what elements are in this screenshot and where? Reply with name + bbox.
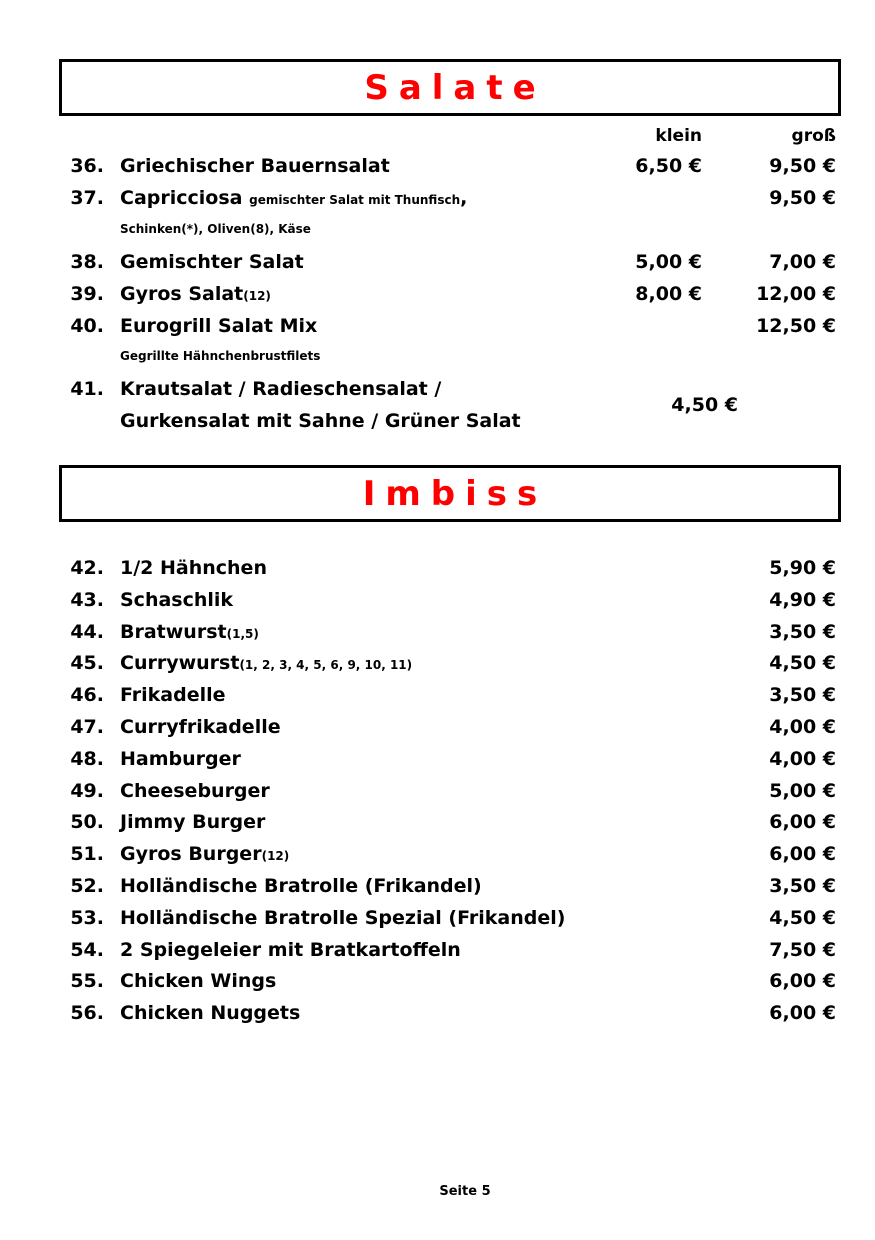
- salate-header-box: [59, 59, 841, 116]
- item-name-line1: Krautsalat / Radieschensalat /: [120, 378, 442, 400]
- item-name: Holländische Bratrolle (Frikandel): [120, 875, 482, 897]
- item-number: 50.: [70, 811, 104, 833]
- item-number: 44.: [70, 621, 104, 643]
- price-large: 9,50 €: [769, 187, 836, 209]
- menu-item: [0, 616, 875, 648]
- price: 4,50 €: [769, 907, 836, 929]
- menu-item-price-row: [0, 389, 875, 421]
- menu-item: [0, 150, 875, 182]
- price: 3,50 €: [769, 684, 836, 706]
- imbiss-header-box: [59, 465, 841, 522]
- item-note: (1, 2, 3, 4, 5, 6, 9, 10, 11): [239, 658, 413, 672]
- menu-item: [0, 278, 875, 310]
- item-name: Bratwurst(1,5): [120, 621, 259, 643]
- price: 7,50 €: [769, 939, 836, 961]
- price: 6,00 €: [769, 811, 836, 833]
- page-number: Seite 5: [439, 1184, 491, 1199]
- item-name: Holländische Bratrolle Spezial (Frikandel): [120, 907, 566, 929]
- item-name: Hamburger: [120, 748, 241, 770]
- item-name: 1/2 Hähnchen: [120, 557, 267, 579]
- item-name: Gyros Burger(12): [120, 843, 290, 865]
- menu-item: [0, 711, 875, 743]
- item-number: 47.: [70, 716, 104, 738]
- item-name: Chicken Nuggets: [120, 1002, 301, 1024]
- item-number: 39.: [70, 283, 104, 305]
- price: 3,50 €: [769, 621, 836, 643]
- menu-item: [0, 584, 875, 616]
- price: 6,00 €: [769, 843, 836, 865]
- item-number: 55.: [70, 970, 104, 992]
- price-small: 8,00 €: [635, 283, 702, 305]
- item-number: 54.: [70, 939, 104, 961]
- menu-item: [0, 902, 875, 934]
- item-name: Schaschlik: [120, 589, 234, 611]
- menu-item: [0, 552, 875, 584]
- item-name: 2 Spiegeleier mit Bratkartoffeln: [120, 939, 461, 961]
- item-name: Cheeseburger: [120, 780, 270, 802]
- menu-item: [0, 310, 875, 342]
- item-number: 52.: [70, 875, 104, 897]
- menu-item: [0, 838, 875, 870]
- item-name: Capricciosa gemischter Salat mit Thunfisch,: [120, 187, 468, 209]
- menu-item: [0, 743, 875, 775]
- menu-item: [0, 246, 875, 278]
- price: 4,50 €: [671, 394, 738, 416]
- item-number: 45.: [70, 652, 104, 674]
- price-large: 12,50 €: [756, 315, 836, 337]
- price: 4,50 €: [769, 652, 836, 674]
- price: 4,90 €: [769, 589, 836, 611]
- item-number: 43.: [70, 589, 104, 611]
- menu-item: [0, 806, 875, 838]
- item-name: Eurogrill Salat Mix: [120, 315, 318, 337]
- col-header-large: groß: [791, 126, 836, 146]
- menu-item: [0, 775, 875, 807]
- col-header-small: klein: [655, 126, 702, 146]
- price: 3,50 €: [769, 875, 836, 897]
- item-name: Gemischter Salat: [120, 251, 304, 273]
- price: 4,00 €: [769, 748, 836, 770]
- price-large: 12,00 €: [756, 283, 836, 305]
- price: 5,00 €: [769, 780, 836, 802]
- item-note: (1,5): [226, 627, 259, 641]
- item-note: (12): [243, 289, 271, 303]
- item-description: Schinken(*), Oliven(8), Käse: [120, 222, 311, 236]
- item-name: Griechischer Bauernsalat: [120, 155, 390, 177]
- item-description: Gegrillte Hähnchenbrustfilets: [120, 349, 321, 363]
- item-name-line2: Gurkensalat mit Sahne / Grüner Salat: [120, 410, 521, 432]
- price-large: 7,00 €: [769, 251, 836, 273]
- item-number: 41.: [70, 378, 104, 400]
- menu-item: [0, 182, 875, 214]
- menu-item: [0, 870, 875, 902]
- imbiss-title: Imbiss: [362, 473, 548, 514]
- item-number: 53.: [70, 907, 104, 929]
- item-number: 42.: [70, 557, 104, 579]
- item-number: 56.: [70, 1002, 104, 1024]
- salate-title: Salate: [364, 67, 546, 108]
- item-name: Currywurst(1, 2, 3, 4, 5, 6, 9, 10, 11): [120, 652, 413, 674]
- item-name: Gyros Salat(12): [120, 283, 271, 305]
- menu-item: [0, 965, 875, 997]
- item-number: 40.: [70, 315, 104, 337]
- item-name: Frikadelle: [120, 684, 226, 706]
- item-name: Jimmy Burger: [120, 811, 266, 833]
- item-note: (12): [261, 849, 290, 863]
- item-number: 37.: [70, 187, 104, 209]
- item-number: 51.: [70, 843, 104, 865]
- item-number: 48.: [70, 748, 104, 770]
- menu-item: [0, 679, 875, 711]
- price: 4,00 €: [769, 716, 836, 738]
- item-note: gemischter Salat mit Thunfisch: [249, 193, 461, 207]
- price: 6,00 €: [769, 970, 836, 992]
- price: 5,90 €: [769, 557, 836, 579]
- item-name: Chicken Wings: [120, 970, 277, 992]
- item-name: Curryfrikadelle: [120, 716, 281, 738]
- price-small: 6,50 €: [635, 155, 702, 177]
- item-number: 38.: [70, 251, 104, 273]
- item-number: 49.: [70, 780, 104, 802]
- menu-item: [0, 934, 875, 966]
- menu-item: [0, 647, 875, 679]
- price: 6,00 €: [769, 1002, 836, 1024]
- item-number: 36.: [70, 155, 104, 177]
- price-large: 9,50 €: [769, 155, 836, 177]
- item-number: 46.: [70, 684, 104, 706]
- menu-item: [0, 997, 875, 1029]
- price-small: 5,00 €: [635, 251, 702, 273]
